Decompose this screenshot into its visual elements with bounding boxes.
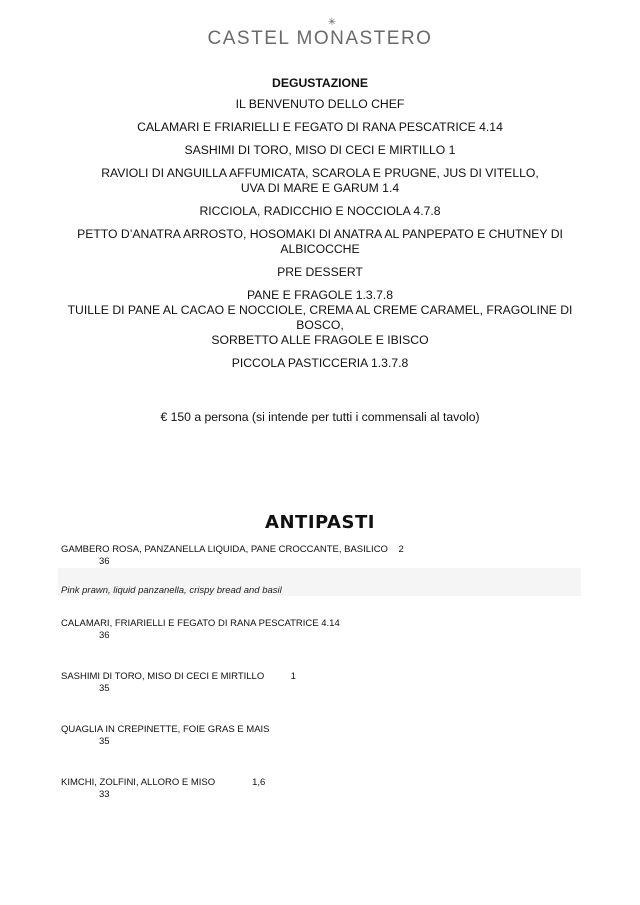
logo-star-icon: ✳	[327, 17, 337, 28]
course-item: RICCIOLA, RADICCHIO E NOCCIOLA 4.7.8	[199, 204, 441, 218]
course-item	[60, 166, 580, 196]
dish-name: SASHIMI DI TORO, MISO DI CECI E MIRTILLO 1	[61, 671, 296, 682]
translation-text: Pink prawn, liquid panzanella, crispy bread and basil	[61, 585, 282, 596]
course-line: TUILLE DI PANE AL CACAO E NOCCIOLE, CREMA AL CREME CARAMEL, FRAGOLINE DI	[67, 303, 573, 317]
dish-name: QUAGLIA IN CREPINETTE, FOIE GRAS E MAIS	[61, 724, 270, 735]
dish-item	[61, 618, 581, 642]
course-item: CALAMARI E FRIARIELLI E FEGATO DI RANA PESCATRICE 4.14	[137, 120, 503, 134]
dish-name: GAMBERO ROSA, PANZANELLA LIQUIDA, PANE CROCCANTE, BASILICO 2	[61, 544, 404, 555]
course-item	[60, 288, 580, 348]
course-line: UVA DI MARE E GARUM 1.4	[240, 181, 400, 195]
course-line: RAVIOLI DI ANGUILLA AFFUMICATA, SCAROLA E PRUGNE, JUS DI VITELLO,	[101, 166, 539, 180]
course-item: SASHIMI DI TORO, MISO DI CECI E MIRTILLO 1	[184, 143, 456, 157]
course-item: PRE DESSERT	[277, 265, 363, 279]
section-title: ANTIPASTI	[265, 512, 375, 533]
course-item	[60, 227, 580, 257]
dish-price: 35	[99, 683, 110, 694]
dish-price: 36	[99, 630, 110, 641]
dish-price: 36	[99, 556, 110, 567]
course-line: ALBICOCCHE	[280, 242, 360, 256]
course-line: PANE E FRAGOLE 1.3.7.8	[246, 288, 394, 302]
logo-text: CASTEL MONASTERO	[207, 28, 433, 49]
course-line: PETTO D’ANATRA ARROSTO, HOSOMAKI DI ANATRA AL PANPEPATO E CHUTNEY DI	[77, 227, 563, 241]
dish-price: 33	[99, 789, 110, 800]
course-line: SORBETTO ALLE FRAGOLE E IBISCO	[211, 333, 429, 347]
logo	[0, 18, 640, 50]
tasting-title: DEGUSTAZIONE	[272, 76, 368, 90]
dish-item	[61, 777, 581, 801]
dish-name: CALAMARI, FRIARIELLI E FEGATO DI RANA PESCATRICE 4.14	[61, 618, 340, 629]
dish-price: 35	[99, 736, 110, 747]
dish-item	[61, 544, 581, 568]
tasting-menu	[60, 76, 580, 379]
dish-translation	[58, 568, 581, 596]
dish-name: KIMCHI, ZOLFINI, ALLORO E MISO 1,6	[61, 777, 266, 788]
course-item: PICCOLA PASTICCERIA 1.3.7.8	[231, 356, 409, 370]
dish-item	[61, 671, 581, 695]
course-item: IL BENVENUTO DELLO CHEF	[235, 97, 405, 111]
course-line: BOSCO,	[296, 318, 344, 332]
dish-item	[61, 724, 581, 748]
price-note: € 150 a persona (si intende per tutti i commensali al tavolo)	[160, 410, 480, 424]
